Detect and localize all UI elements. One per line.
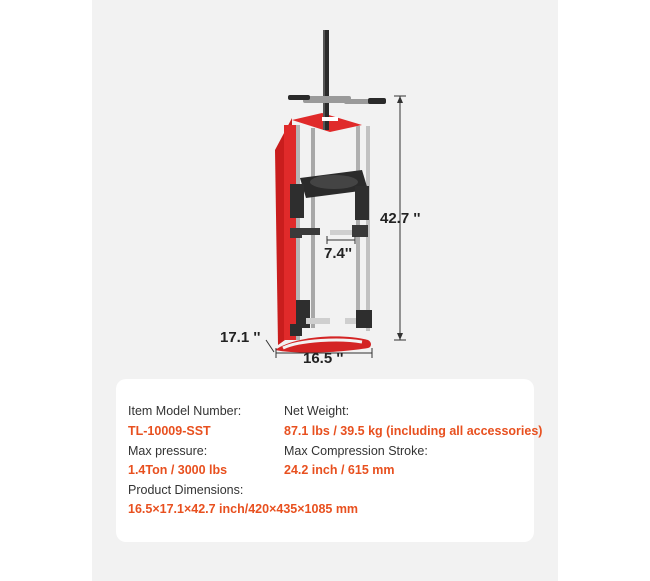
product-dimensions-value: 16.5×17.1×42.7 inch/420×435×1085 mm [128,502,359,516]
height-dimension-label: 42.7 '' [380,210,421,227]
width-dimension-label: 16.5 '' [303,350,344,367]
net-weight-label: Net Weight: [284,404,350,418]
product-dimensions-label: Product Dimensions: [128,483,244,497]
inner-width-dimension-label: 7.4'' [324,245,352,262]
compression-stroke-value: 24.2 inch / 615 mm [284,463,395,477]
max-pressure-label: Max pressure: [128,444,208,458]
specifications-card [116,379,543,542]
max-pressure-value: 1.4Ton / 3000 lbs [128,463,228,477]
net-weight-value: 87.1 lbs / 39.5 kg (including all accessories) [284,424,543,438]
model-number-label: Item Model Number: [128,404,242,418]
model-number-value: TL-10009-SST [128,424,211,438]
compression-stroke-label: Max Compression Stroke: [284,444,428,458]
depth-dimension-label: 17.1 '' [220,329,261,346]
